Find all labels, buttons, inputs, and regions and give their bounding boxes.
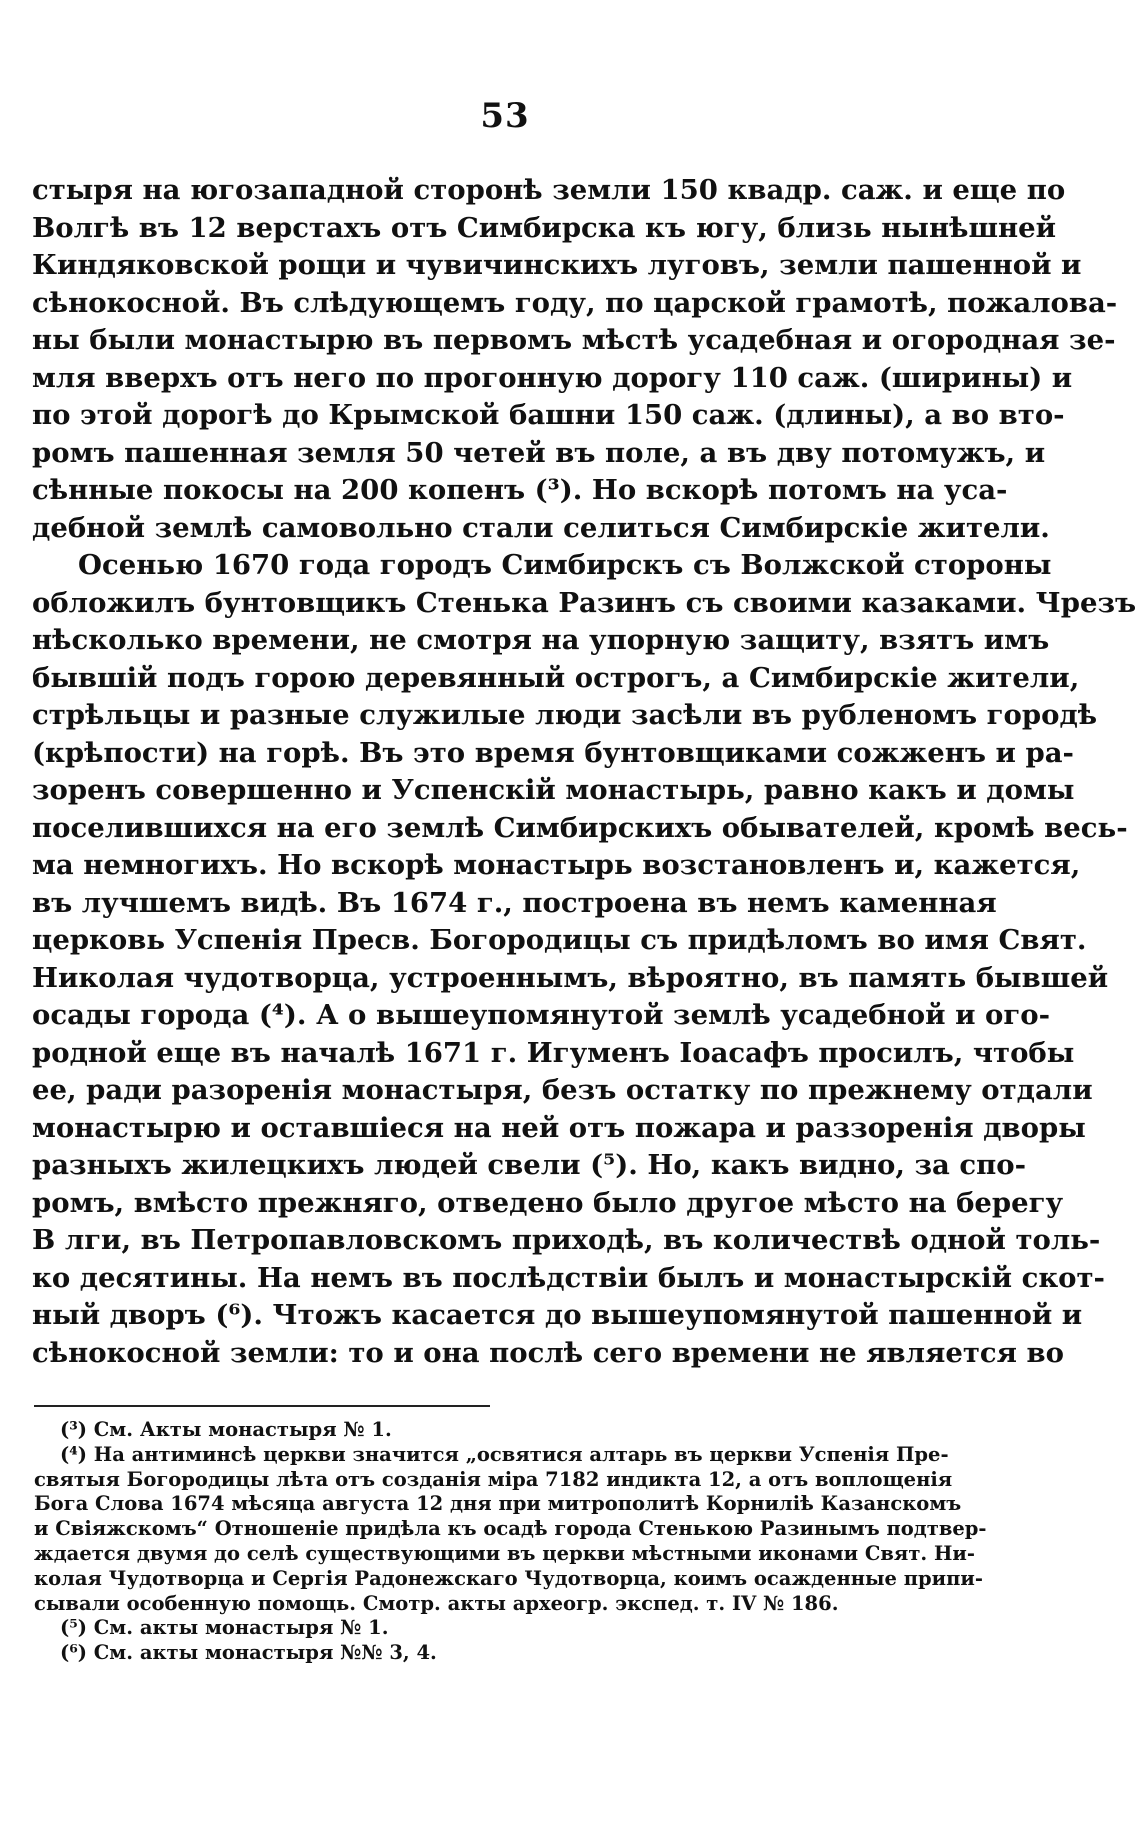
body-line: монастырю и оставшіеся на ней отъ пожара и раззоренія дворы bbox=[32, 1111, 1086, 1144]
body-line: сѣнные покосы на 200 копенъ (³). Но вскорѣ потомъ на уса- bbox=[32, 474, 1008, 506]
body-line: родной еще въ началѣ 1671 г. Игуменъ Іоасафъ просилъ, чтобы bbox=[32, 1036, 1075, 1069]
body-line: обложилъ бунтовщикъ Стенька Разинъ съ своими казаками. Чрезъ bbox=[32, 586, 1137, 619]
footnote-line: сывали особенную помощь. Смотр. акты археогр. экспед. т. IV № 186. bbox=[34, 1591, 839, 1615]
footnote-line: (⁶) См. акты монастыря №№ 3, 4. bbox=[60, 1641, 437, 1665]
body-line: сѣнокосной земли: то и она послѣ сего времени не является во bbox=[32, 1336, 1064, 1369]
body-line: (крѣпости) на горѣ. Въ это время бунтовщиками сожженъ и ра- bbox=[32, 736, 1074, 769]
body-line: ны были монастырю въ первомъ мѣстѣ усадебная и огородная зе- bbox=[32, 324, 1116, 356]
body-line: дебной землѣ самовольно стали селиться Симбирскіе жители. bbox=[32, 511, 1050, 544]
body-line: по этой дорогѣ до Крымской башни 150 саж. (длины), а во вто- bbox=[32, 399, 1065, 431]
body-line: ко десятины. На немъ въ послѣдствіи былъ и монастырскій скот- bbox=[32, 1261, 1105, 1294]
body-text bbox=[32, 172, 1137, 1372]
body-line: ный дворъ (⁶). Чтожъ касается до вышеупомянутой пашенной и bbox=[32, 1299, 1083, 1331]
body-line: мля вверхъ отъ него по прогонную дорогу 110 саж. (ширины) и bbox=[32, 361, 1073, 394]
footnote-line: и Свіяжскомъ“ Отношеніе придѣла къ осадѣ города Стенькою Разинымъ подтвер- bbox=[34, 1517, 987, 1541]
body-line: стрѣльцы и разные служилые люди засѣли въ рубленомъ городѣ bbox=[32, 699, 1098, 731]
footnote-line: колая Чудотворца и Сергія Радонежскаго Чудотворца, коимъ осажденные припи- bbox=[34, 1566, 983, 1590]
footnote-line: (³) См. Акты монастыря № 1. bbox=[60, 1418, 392, 1441]
footnotes bbox=[34, 1418, 987, 1666]
body-line: ромъ, вмѣсто прежняго, отведено было другое мѣсто на берегу bbox=[32, 1186, 1064, 1219]
body-line: въ лучшемъ видѣ. Въ 1674 г., построена въ немъ каменная bbox=[32, 886, 997, 919]
body-line: разныхъ жилецкихъ людей свели (⁵). Но, какъ видно, за спо- bbox=[32, 1149, 1027, 1181]
footnote-line: (⁴) На антиминсѣ церкви значится „освятися алтарь въ церкви Успенія Пре- bbox=[60, 1442, 949, 1466]
footnote-rule bbox=[34, 1405, 490, 1407]
body-line: зоренъ совершенно и Успенскій монастырь, равно какъ и домы bbox=[32, 774, 1075, 806]
footnote-line: (⁵) См. акты монастыря № 1. bbox=[60, 1616, 389, 1640]
footnote-line: святыя Богородицы лѣта отъ созданія міра 7182 индикта 12, а отъ воплощенія bbox=[34, 1467, 953, 1491]
body-line: ма немногихъ. Но вскорѣ монастырь возстановленъ и, кажется, bbox=[32, 849, 1081, 881]
body-line: Осенью 1670 года городъ Симбирскъ съ Волжской стороны bbox=[78, 549, 1052, 581]
body-line: стыря на югозападной сторонѣ земли 150 квадр. саж. и еще по bbox=[32, 174, 1066, 206]
body-line: Киндяковской рощи и чувичинскихъ луговъ, земли пашенной и bbox=[32, 249, 1082, 281]
body-line: ромъ пашенная земля 50 четей въ поле, а въ дву потомужъ, и bbox=[32, 436, 1046, 469]
body-line: Николая чудотворца, устроеннымъ, вѣроятно, въ память бывшей bbox=[32, 961, 1109, 994]
body-line: церковь Успенія Пресв. Богородицы съ придѣломъ во имя Свят. bbox=[32, 924, 1087, 956]
footnote-line: ждается двумя до селѣ существующими въ церкви мѣстными иконами Свят. Ни- bbox=[34, 1541, 975, 1565]
body-line: нѣсколько времени, не смотря на упорную защиту, взятъ имъ bbox=[32, 624, 1050, 656]
body-line: бывшій подъ горою деревянный острогъ, а Симбирскіе жители, bbox=[32, 661, 1080, 694]
page-number: 53 bbox=[480, 96, 530, 136]
body-line: осады города (⁴). А о вышеупомянутой землѣ усадебной и ого- bbox=[32, 999, 1050, 1031]
footnote-line: Бога Слова 1674 мѣсяца августа 12 дня при митрополитѣ Корниліѣ Казанскомъ bbox=[34, 1492, 962, 1516]
body-line: поселившихся на его землѣ Симбирскихъ обывателей, кромѣ весь- bbox=[32, 811, 1128, 844]
body-line: Волгѣ въ 12 верстахъ отъ Симбирска къ югу, близь нынѣшней bbox=[32, 211, 1057, 244]
body-line: сѣнокосной. Въ слѣдующемъ году, по царской грамотѣ, пожалова- bbox=[32, 286, 1118, 319]
body-line: В лги, въ Петропавловскомъ приходѣ, въ количествѣ одной толь- bbox=[32, 1224, 1101, 1256]
body-line: ее, ради разоренія монастыря, безъ остатку по прежнему отдали bbox=[32, 1074, 1093, 1106]
